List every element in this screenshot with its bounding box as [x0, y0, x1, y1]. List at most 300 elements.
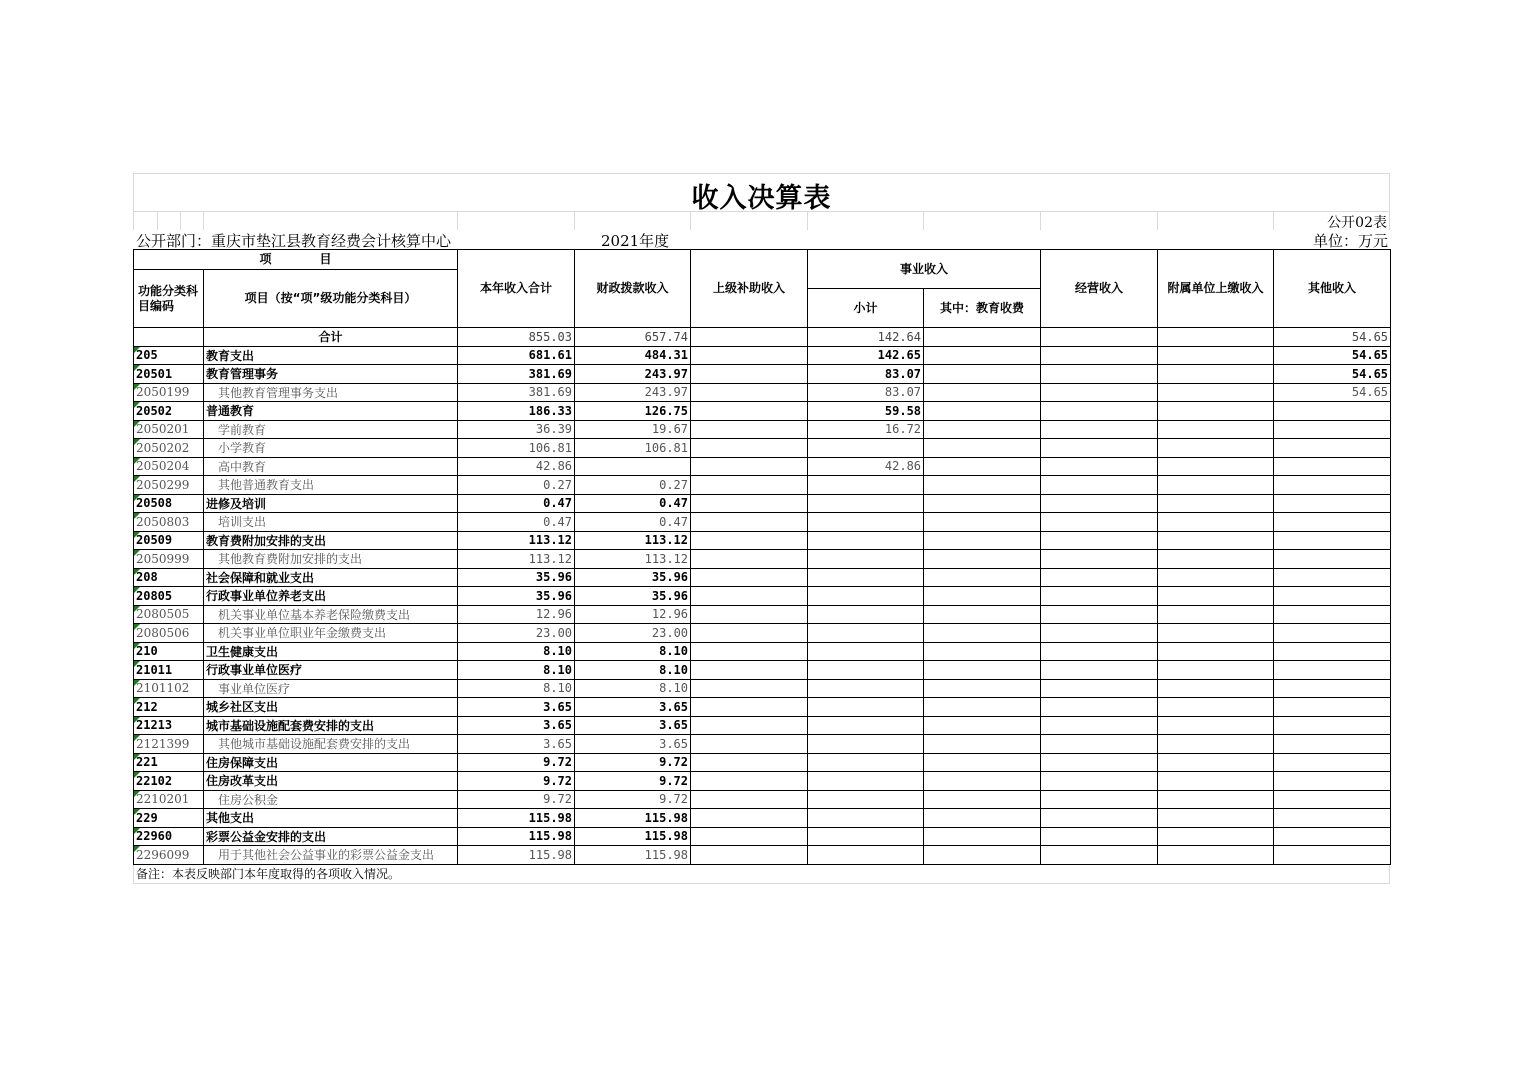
cell-subtotal — [808, 587, 924, 606]
cell-fiscal: 0.27 — [575, 476, 691, 495]
header-superior: 上级补助收入 — [691, 250, 808, 328]
table-row — [134, 531, 1391, 550]
cell-fiscal: 35.96 — [575, 568, 691, 587]
grid-cell — [204, 211, 458, 230]
cell-affiliated — [1158, 550, 1274, 569]
cell-affiliated — [1158, 753, 1274, 772]
table-row — [134, 698, 1391, 717]
table-row — [134, 642, 1391, 661]
header-subtotal: 小计 — [808, 289, 924, 328]
cell-operating — [1041, 809, 1158, 828]
cell-affiliated — [1158, 827, 1274, 846]
header-item-group: 项 目 — [134, 250, 458, 270]
cell-total: 115.98 — [458, 827, 575, 846]
cell-superior — [691, 346, 808, 365]
header-total-income: 本年收入合计 — [458, 250, 575, 328]
table-row — [134, 846, 1391, 865]
cell-superior — [691, 846, 808, 865]
cell-affiliated — [1158, 624, 1274, 643]
cell-fiscal: 3.65 — [575, 716, 691, 735]
cell-total: 35.96 — [458, 587, 575, 606]
cell-fiscal: 9.72 — [575, 790, 691, 809]
table-row — [134, 513, 1391, 532]
cell-affiliated — [1158, 679, 1274, 698]
cell-edu-fee — [924, 716, 1041, 735]
cell-affiliated — [1158, 328, 1274, 347]
cell-affiliated — [1158, 698, 1274, 717]
department-label: 公开部门：重庆市垫江县教育经费会计核算中心 — [136, 232, 452, 250]
cell-fiscal: 12.96 — [575, 605, 691, 624]
cell-operating — [1041, 661, 1158, 680]
unit-label: 单位：万元 — [1312, 232, 1388, 250]
cell-fiscal: 484.31 — [575, 346, 691, 365]
cell-code: 212 — [134, 698, 204, 717]
cell-fiscal: 115.98 — [575, 827, 691, 846]
cell-name: 普通教育 — [204, 402, 458, 421]
cell-fiscal: 243.97 — [575, 365, 691, 384]
cell-affiliated — [1158, 716, 1274, 735]
cell-total: 8.10 — [458, 642, 575, 661]
cell-code: 2101102 — [134, 679, 204, 698]
cell-name: 住房公积金 — [204, 790, 458, 809]
cell-edu-fee — [924, 753, 1041, 772]
cell-subtotal — [808, 568, 924, 587]
cell-affiliated — [1158, 661, 1274, 680]
table-row — [134, 383, 1391, 402]
cell-operating — [1041, 328, 1158, 347]
cell-total: 115.98 — [458, 846, 575, 865]
cell-code: 20501 — [134, 365, 204, 384]
cell-other — [1274, 698, 1391, 717]
cell-superior — [691, 661, 808, 680]
year-label: 2021年度 — [601, 232, 670, 250]
table-body — [134, 328, 1391, 865]
cell-superior — [691, 457, 808, 476]
cell-other — [1274, 494, 1391, 513]
cell-superior — [691, 476, 808, 495]
cell-code: 2296099 — [134, 846, 204, 865]
cell-name: 住房改革支出 — [204, 772, 458, 791]
table-row — [134, 753, 1391, 772]
table-row — [134, 605, 1391, 624]
table-row — [134, 568, 1391, 587]
cell-subtotal — [808, 550, 924, 569]
cell-name: 机关事业单位职业年金缴费支出 — [204, 624, 458, 643]
header-code: 功能分类科目编码 — [134, 270, 204, 328]
cell-total: 3.65 — [458, 716, 575, 735]
grid-cell — [1158, 211, 1274, 230]
cell-operating — [1041, 679, 1158, 698]
cell-affiliated — [1158, 531, 1274, 550]
cell-code: 2050204 — [134, 457, 204, 476]
cell-operating — [1041, 716, 1158, 735]
cell-affiliated — [1158, 809, 1274, 828]
table-row — [134, 476, 1391, 495]
cell-fiscal: 8.10 — [575, 661, 691, 680]
cell-edu-fee — [924, 457, 1041, 476]
cell-fiscal — [575, 457, 691, 476]
cell-other — [1274, 735, 1391, 754]
cell-affiliated — [1158, 365, 1274, 384]
cell-operating — [1041, 624, 1158, 643]
cell-total: 3.65 — [458, 698, 575, 717]
cell-fiscal: 106.81 — [575, 439, 691, 458]
cell-affiliated — [1158, 476, 1274, 495]
cell-edu-fee — [924, 402, 1041, 421]
cell-edu-fee — [924, 809, 1041, 828]
cell-fiscal: 113.12 — [575, 531, 691, 550]
cell-other — [1274, 642, 1391, 661]
cell-subtotal — [808, 531, 924, 550]
table-row — [134, 420, 1391, 439]
cell-total: 115.98 — [458, 809, 575, 828]
cell-subtotal: 59.58 — [808, 402, 924, 421]
cell-edu-fee — [924, 494, 1041, 513]
cell-other — [1274, 661, 1391, 680]
table-row — [134, 679, 1391, 698]
cell-fiscal: 8.10 — [575, 679, 691, 698]
cell-operating — [1041, 753, 1158, 772]
cell-fiscal: 3.65 — [575, 735, 691, 754]
form-code: 公开02表 — [1327, 215, 1387, 231]
cell-fiscal: 8.10 — [575, 642, 691, 661]
cell-other: 54.65 — [1274, 328, 1391, 347]
cell-superior — [691, 624, 808, 643]
header-operating: 经营收入 — [1041, 250, 1158, 328]
cell-edu-fee — [924, 439, 1041, 458]
cell-fiscal: 3.65 — [575, 698, 691, 717]
department-row — [133, 230, 1390, 249]
cell-affiliated — [1158, 846, 1274, 865]
cell-total: 186.33 — [458, 402, 575, 421]
footnote: 备注：本表反映部门本年度取得的各项收入情况。 — [133, 865, 1390, 884]
cell-affiliated — [1158, 735, 1274, 754]
cell-subtotal — [808, 439, 924, 458]
cell-superior — [691, 402, 808, 421]
cell-superior — [691, 494, 808, 513]
cell-superior — [691, 790, 808, 809]
cell-other — [1274, 624, 1391, 643]
cell-operating — [1041, 772, 1158, 791]
table-row — [134, 439, 1391, 458]
cell-fiscal: 126.75 — [575, 402, 691, 421]
table-row — [134, 587, 1391, 606]
cell-superior — [691, 568, 808, 587]
cell-operating — [1041, 365, 1158, 384]
cell-name: 其他教育费附加安排的支出 — [204, 550, 458, 569]
table-row — [134, 735, 1391, 754]
cell-superior — [691, 772, 808, 791]
header-other: 其他收入 — [1274, 250, 1391, 328]
cell-name: 其他普通教育支出 — [204, 476, 458, 495]
cell-superior — [691, 328, 808, 347]
table-row — [134, 494, 1391, 513]
cell-subtotal — [808, 661, 924, 680]
cell-name: 小学教育 — [204, 439, 458, 458]
cell-code: 2210201 — [134, 790, 204, 809]
cell-name: 教育费附加安排的支出 — [204, 531, 458, 550]
cell-superior — [691, 365, 808, 384]
cell-total: 0.47 — [458, 494, 575, 513]
cell-other — [1274, 439, 1391, 458]
cell-edu-fee — [924, 328, 1041, 347]
cell-superior — [691, 513, 808, 532]
cell-name: 教育管理事务 — [204, 365, 458, 384]
cell-superior — [691, 698, 808, 717]
cell-operating — [1041, 846, 1158, 865]
cell-name: 合计 — [204, 328, 458, 347]
table-row — [134, 827, 1391, 846]
cell-other — [1274, 402, 1391, 421]
cell-total: 681.61 — [458, 346, 575, 365]
cell-subtotal — [808, 494, 924, 513]
cell-fiscal: 9.72 — [575, 772, 691, 791]
table-row — [134, 346, 1391, 365]
cell-affiliated — [1158, 420, 1274, 439]
cell-edu-fee — [924, 679, 1041, 698]
cell-code: 208 — [134, 568, 204, 587]
cell-superior — [691, 679, 808, 698]
cell-other: 54.65 — [1274, 383, 1391, 402]
cell-affiliated — [1158, 772, 1274, 791]
cell-fiscal: 0.47 — [575, 494, 691, 513]
cell-other — [1274, 753, 1391, 772]
cell-operating — [1041, 383, 1158, 402]
cell-fiscal: 0.47 — [575, 513, 691, 532]
cell-code: 2080505 — [134, 605, 204, 624]
cell-total: 36.39 — [458, 420, 575, 439]
cell-superior — [691, 420, 808, 439]
cell-edu-fee — [924, 735, 1041, 754]
cell-superior — [691, 531, 808, 550]
cell-name: 其他教育管理事务支出 — [204, 383, 458, 402]
cell-code: 229 — [134, 809, 204, 828]
cell-superior — [691, 587, 808, 606]
form-code-row — [133, 211, 1390, 230]
cell-other — [1274, 513, 1391, 532]
cell-total: 855.03 — [458, 328, 575, 347]
cell-superior — [691, 735, 808, 754]
cell-fiscal: 9.72 — [575, 753, 691, 772]
cell-superior — [691, 642, 808, 661]
cell-superior — [691, 809, 808, 828]
cell-subtotal — [808, 513, 924, 532]
cell-operating — [1041, 568, 1158, 587]
cell-name: 用于其他社会公益事业的彩票公益金支出 — [204, 846, 458, 865]
header-fiscal: 财政拨款收入 — [575, 250, 691, 328]
cell-subtotal — [808, 476, 924, 495]
cell-fiscal: 657.74 — [575, 328, 691, 347]
cell-fiscal: 35.96 — [575, 587, 691, 606]
cell-operating — [1041, 605, 1158, 624]
cell-affiliated — [1158, 568, 1274, 587]
cell-operating — [1041, 420, 1158, 439]
cell-other — [1274, 827, 1391, 846]
cell-total: 9.72 — [458, 772, 575, 791]
grid-cell — [691, 211, 808, 230]
cell-other — [1274, 790, 1391, 809]
cell-affiliated — [1158, 513, 1274, 532]
table-row — [134, 716, 1391, 735]
cell-total: 12.96 — [458, 605, 575, 624]
cell-operating — [1041, 827, 1158, 846]
cell-affiliated — [1158, 439, 1274, 458]
cell-edu-fee — [924, 513, 1041, 532]
cell-subtotal — [808, 605, 924, 624]
cell-superior — [691, 716, 808, 735]
table-row — [134, 402, 1391, 421]
cell-name: 彩票公益金安排的支出 — [204, 827, 458, 846]
cell-fiscal: 19.67 — [575, 420, 691, 439]
cell-operating — [1041, 402, 1158, 421]
cell-other — [1274, 809, 1391, 828]
cell-code: 20502 — [134, 402, 204, 421]
cell-code: 2050201 — [134, 420, 204, 439]
header-name: 项目（按“项”级功能分类科目） — [204, 270, 458, 328]
cell-affiliated — [1158, 605, 1274, 624]
report-title: 收入决算表 — [691, 183, 832, 214]
cell-subtotal — [808, 827, 924, 846]
cell-operating — [1041, 494, 1158, 513]
grid-cell — [158, 211, 181, 230]
cell-edu-fee — [924, 846, 1041, 865]
cell-subtotal — [808, 698, 924, 717]
table-row — [134, 365, 1391, 384]
table-row — [134, 809, 1391, 828]
cell-superior — [691, 383, 808, 402]
cell-code: 2050299 — [134, 476, 204, 495]
cell-operating — [1041, 457, 1158, 476]
cell-code: 22960 — [134, 827, 204, 846]
grid-cell — [808, 211, 924, 230]
cell-total: 42.86 — [458, 457, 575, 476]
cell-fiscal: 23.00 — [575, 624, 691, 643]
cell-subtotal — [808, 735, 924, 754]
cell-code: 2050803 — [134, 513, 204, 532]
cell-edu-fee — [924, 550, 1041, 569]
cell-other — [1274, 420, 1391, 439]
grid-cell — [134, 211, 158, 230]
cell-edu-fee — [924, 605, 1041, 624]
cell-code: 2050999 — [134, 550, 204, 569]
cell-code: 21213 — [134, 716, 204, 735]
cell-subtotal — [808, 624, 924, 643]
cell-edu-fee — [924, 531, 1041, 550]
table-row — [134, 772, 1391, 791]
cell-other — [1274, 568, 1391, 587]
cell-subtotal: 16.72 — [808, 420, 924, 439]
cell-total: 23.00 — [458, 624, 575, 643]
cell-name: 城乡社区支出 — [204, 698, 458, 717]
cell-superior — [691, 753, 808, 772]
cell-name: 其他支出 — [204, 809, 458, 828]
cell-other — [1274, 587, 1391, 606]
cell-affiliated — [1158, 494, 1274, 513]
grid-cell — [1041, 211, 1158, 230]
cell-total: 106.81 — [458, 439, 575, 458]
cell-subtotal — [808, 716, 924, 735]
cell-name: 事业单位医疗 — [204, 679, 458, 698]
cell-operating — [1041, 513, 1158, 532]
cell-total: 9.72 — [458, 790, 575, 809]
cell-operating — [1041, 735, 1158, 754]
cell-total: 0.47 — [458, 513, 575, 532]
cell-subtotal — [808, 753, 924, 772]
cell-subtotal — [808, 809, 924, 828]
cell-total: 381.69 — [458, 365, 575, 384]
cell-total: 35.96 — [458, 568, 575, 587]
cell-total: 381.69 — [458, 383, 575, 402]
cell-name: 学前教育 — [204, 420, 458, 439]
cell-subtotal — [808, 846, 924, 865]
cell-name: 行政事业单位医疗 — [204, 661, 458, 680]
cell-code: 20509 — [134, 531, 204, 550]
cell-superior — [691, 605, 808, 624]
cell-code: 2050199 — [134, 383, 204, 402]
cell-name: 培训支出 — [204, 513, 458, 532]
cell-fiscal: 243.97 — [575, 383, 691, 402]
cell-other — [1274, 550, 1391, 569]
cell-other — [1274, 457, 1391, 476]
cell-edu-fee — [924, 642, 1041, 661]
header-affiliated: 附属单位上缴收入 — [1158, 250, 1274, 328]
cell-operating — [1041, 790, 1158, 809]
income-table — [133, 249, 1391, 865]
table-row — [134, 624, 1391, 643]
grid-cell — [575, 211, 691, 230]
cell-total: 8.10 — [458, 661, 575, 680]
cell-operating — [1041, 439, 1158, 458]
cell-other — [1274, 846, 1391, 865]
cell-name: 高中教育 — [204, 457, 458, 476]
cell-operating — [1041, 698, 1158, 717]
cell-name: 卫生健康支出 — [204, 642, 458, 661]
header-business-group: 事业收入 — [808, 250, 1041, 289]
cell-name: 住房保障支出 — [204, 753, 458, 772]
cell-code: 21011 — [134, 661, 204, 680]
cell-code — [134, 328, 204, 347]
cell-edu-fee — [924, 790, 1041, 809]
cell-other — [1274, 605, 1391, 624]
cell-affiliated — [1158, 383, 1274, 402]
cell-affiliated — [1158, 642, 1274, 661]
cell-code: 22102 — [134, 772, 204, 791]
cell-code: 210 — [134, 642, 204, 661]
grid-cell — [181, 211, 204, 230]
cell-affiliated — [1158, 457, 1274, 476]
cell-total: 113.12 — [458, 550, 575, 569]
cell-subtotal — [808, 790, 924, 809]
header-edu-fee: 其中：教育收费 — [924, 289, 1041, 328]
cell-code: 2121399 — [134, 735, 204, 754]
table-row — [134, 328, 1391, 347]
table-row — [134, 457, 1391, 476]
cell-edu-fee — [924, 661, 1041, 680]
cell-operating — [1041, 346, 1158, 365]
cell-edu-fee — [924, 568, 1041, 587]
cell-name: 社会保障和就业支出 — [204, 568, 458, 587]
cell-superior — [691, 827, 808, 846]
title-row — [133, 173, 1390, 214]
cell-affiliated — [1158, 346, 1274, 365]
cell-code: 205 — [134, 346, 204, 365]
cell-operating — [1041, 550, 1158, 569]
cell-subtotal: 142.65 — [808, 346, 924, 365]
cell-fiscal: 113.12 — [575, 550, 691, 569]
cell-subtotal — [808, 772, 924, 791]
cell-name: 行政事业单位养老支出 — [204, 587, 458, 606]
cell-other — [1274, 476, 1391, 495]
